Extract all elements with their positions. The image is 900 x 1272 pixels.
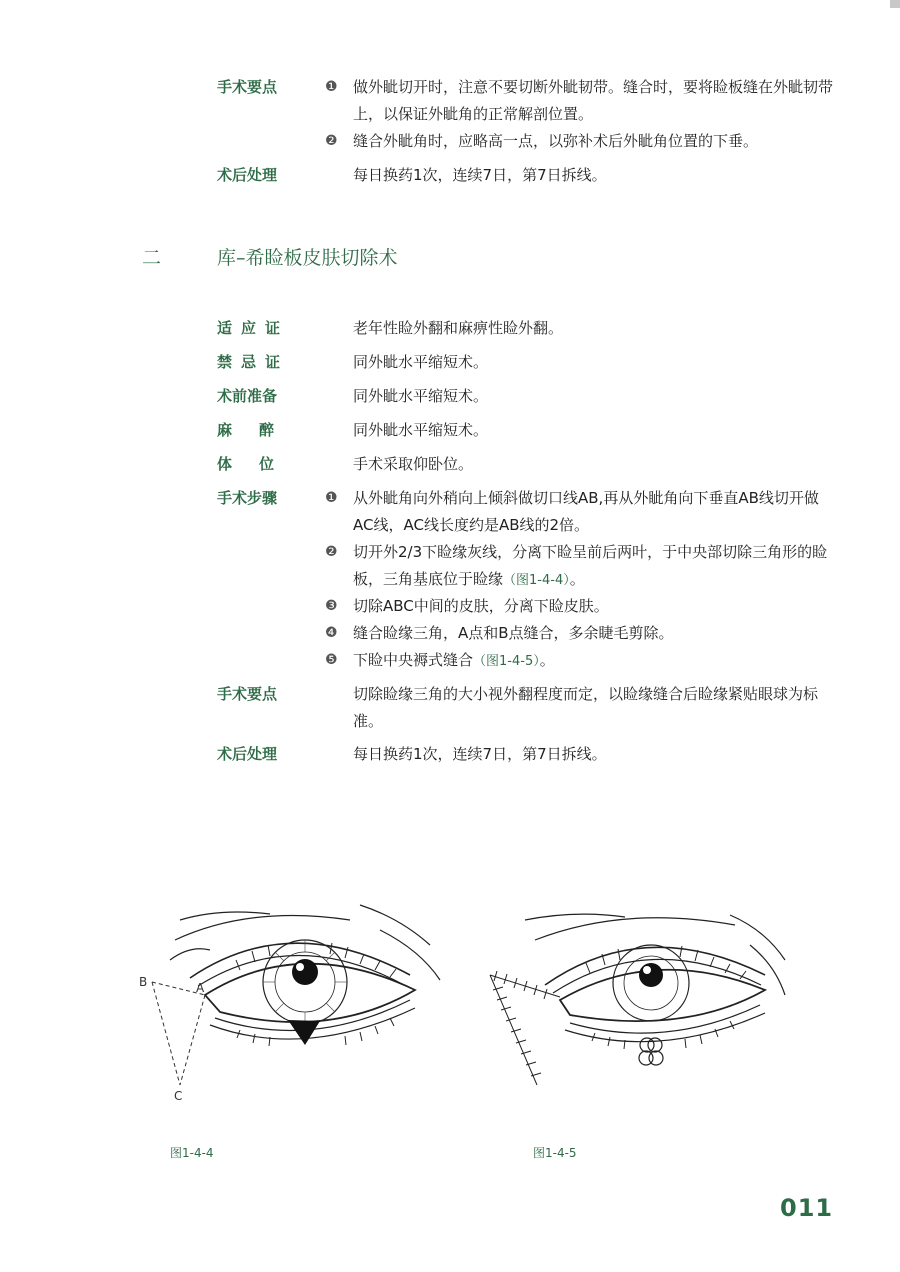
step-5-body: 下睑中央褥式缝合 xyxy=(353,651,474,669)
step-2-body: 切开外2/3下睑缘灰线，分离下睑呈前后两叶，于中央部切除三角形的睑板，三角基底位于睑缘 xyxy=(353,543,828,588)
bottom-post-label: 术后处理 xyxy=(217,745,278,763)
step-1-row xyxy=(217,485,842,539)
section-title: 库–希睑板皮肤切除术 xyxy=(217,247,398,269)
top-point-1-num: ❶ xyxy=(325,79,338,95)
bottom-points-label: 手术要点 xyxy=(217,685,278,703)
step-4-text: 缝合睑缘三角，A点和B点缝合，多余睫毛剪除。 xyxy=(353,624,674,642)
step-2-figure-ref: （图1-4-4） xyxy=(503,573,570,588)
section-number: 二 xyxy=(142,247,162,269)
step-2-num: ❷ xyxy=(325,544,338,560)
indication-label: 适应证 xyxy=(217,319,290,337)
step-2-text xyxy=(353,539,839,594)
step-2-tail: 。 xyxy=(569,570,585,588)
fig1-label-c: C xyxy=(174,1089,183,1103)
step-2-row xyxy=(217,539,842,593)
step-5-num: ❺ xyxy=(325,652,338,668)
contra-label: 禁忌证 xyxy=(217,353,290,371)
prep-label: 术前准备 xyxy=(217,387,278,405)
anes-text: 同外眦水平缩短术。 xyxy=(353,421,489,439)
figure-1-4-5-illustration xyxy=(475,905,805,1095)
fig1-label-a: A xyxy=(196,981,205,995)
contra-text: 同外眦水平缩短术。 xyxy=(353,353,489,371)
figure-1-4-4-caption: 图1-4-4 xyxy=(170,1146,214,1160)
top-post-text: 每日换药1次，连续7日，第7日拆线。 xyxy=(353,166,607,184)
top-points-label: 手术要点 xyxy=(217,78,278,96)
pos-text: 手术采取仰卧位。 xyxy=(353,455,474,473)
fig1-label-b: B xyxy=(139,975,148,989)
prep-text: 同外眦水平缩短术。 xyxy=(353,387,489,405)
bottom-points-text: 切除睑缘三角的大小视外翻程度而定，以睑缘缝合后睑缘紧贴眼球为标准。 xyxy=(353,685,819,730)
figure-1-4-4-illustration xyxy=(130,900,460,1110)
corner-mark xyxy=(890,0,900,8)
bottom-post-text: 每日换药1次，连续7日，第7日拆线。 xyxy=(353,745,607,763)
steps-label: 手术步骤 xyxy=(217,489,278,507)
step-3-num: ❸ xyxy=(325,598,338,614)
bottom-points-row xyxy=(217,681,842,735)
step-4-num: ❹ xyxy=(325,625,338,641)
step-5-tail: 。 xyxy=(539,651,555,669)
top-post-label: 术后处理 xyxy=(217,166,278,184)
top-point-2-num: ❷ xyxy=(325,133,338,149)
top-point-1-text: 做外眦切开时，注意不要切断外眦韧带。缝合时，要将睑板缝在外眦韧带上，以保证外眦角的正常解剖位置。 xyxy=(353,78,834,123)
page-number: 011 xyxy=(780,1194,834,1222)
step-5-figure-ref: （图1-4-5） xyxy=(473,654,540,669)
anes-label: 麻醉 xyxy=(217,421,302,439)
indication-text: 老年性睑外翻和麻痹性睑外翻。 xyxy=(353,319,564,337)
step-1-num: ❶ xyxy=(325,490,338,506)
top-points-row xyxy=(217,74,842,128)
top-point-2-text: 缝合外眦角时，应略高一点，以弥补术后外眦角位置的下垂。 xyxy=(353,132,759,150)
step-1-text: 从外眦角向外稍向上倾斜做切口线AB,再从外眦角向下垂直AB线切开做AC线，AC线长度约是AB线的2倍。 xyxy=(353,489,819,534)
figure-1-4-5-caption: 图1-4-5 xyxy=(533,1146,577,1160)
step-5-text xyxy=(353,647,839,675)
pos-label: 体位 xyxy=(217,455,302,473)
step-3-text: 切除ABC中间的皮肤，分离下睑皮肤。 xyxy=(353,597,609,615)
